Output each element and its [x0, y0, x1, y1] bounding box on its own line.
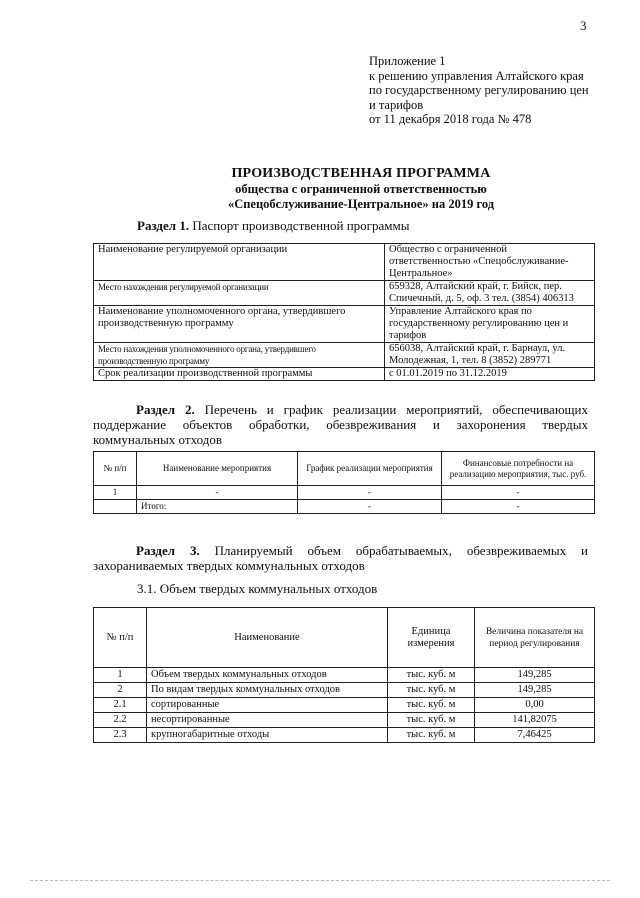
table-cell: тыс. куб. м — [388, 728, 475, 743]
column-header: Величина показателя на период регулирования — [475, 608, 595, 668]
appendix-line: по государственному регулированию цен — [369, 83, 589, 97]
table-cell: - — [298, 486, 442, 500]
table-cell: 7,46425 — [475, 728, 595, 743]
appendix-line: от 11 декабря 2018 года № 478 — [369, 112, 532, 126]
table-header-row — [94, 452, 595, 486]
passport-name-cell: Место нахождения регулируемой организации — [94, 281, 385, 306]
appendix-line: к решению управления Алтайского края — [369, 68, 584, 83]
section-2-label: Раздел 2. — [136, 402, 195, 417]
passport-value-cell: с 01.01.2019 по 31.12.2019 — [385, 368, 595, 381]
passport-name-cell: Место нахождения уполномоченного органа, утвердившего производственную программу — [94, 343, 385, 368]
section-3-label: Раздел 3. — [136, 543, 200, 558]
column-header: Финансовые потребности на реализацию мероприятия, тыс. руб. — [442, 452, 595, 486]
section-2-heading — [93, 402, 588, 447]
table-row — [94, 668, 595, 683]
document-title — [0, 166, 640, 212]
column-header: Наименование мероприятия — [137, 452, 298, 486]
waste-volume-table — [93, 607, 595, 743]
table-cell: - — [442, 486, 595, 500]
table-cell: 149,285 — [475, 683, 595, 698]
passport-table — [93, 243, 595, 381]
table-row — [94, 368, 595, 381]
table-row — [94, 500, 595, 514]
table-cell: тыс. куб. м — [388, 713, 475, 728]
passport-value-cell: Общество с ограниченной ответственностью «Спецобслуживание-Центральное» — [385, 244, 595, 281]
table-row — [94, 698, 595, 713]
appendix-note — [369, 54, 609, 127]
subsection-3-1-heading: 3.1. Объем твердых коммунальных отходов — [137, 581, 378, 596]
table-row — [94, 683, 595, 698]
table-row — [94, 306, 595, 343]
passport-name-cell: Срок реализации производственной программы — [94, 368, 385, 381]
section-1-label: Раздел 1. — [137, 218, 190, 233]
events-table — [93, 451, 595, 514]
table-cell: 2 — [94, 683, 147, 698]
table-cell: несортированные — [147, 713, 388, 728]
table-cell: тыс. куб. м — [388, 683, 475, 698]
table-cell: 149,285 — [475, 668, 595, 683]
table-cell: сортированные — [147, 698, 388, 713]
table-row — [94, 343, 595, 368]
column-header: График реализации мероприятия — [298, 452, 442, 486]
table-cell: По видам твердых коммунальных отходов — [147, 683, 388, 698]
section-1-text: Паспорт производственной программы — [189, 218, 410, 233]
table-row — [94, 281, 595, 306]
table-cell: тыс. куб. м — [388, 668, 475, 683]
table-cell: Итого: — [137, 500, 298, 514]
table-cell: 0,00 — [475, 698, 595, 713]
passport-value-cell: Управление Алтайского края по государственному регулированию цен и тарифов — [385, 306, 595, 343]
section-3-text: Планируемый объем обрабатываемых, обезвреживаемых и захораниваемых твердых коммунальных отходов — [93, 543, 588, 573]
appendix-line: Приложение 1 — [369, 54, 446, 68]
column-header: № п/п — [94, 608, 147, 668]
title-line-3: «Спецобслуживание-Центральное» на 2019 год — [227, 197, 495, 211]
passport-name-cell: Наименование регулируемой организации — [94, 244, 385, 281]
table-header-row — [94, 608, 595, 668]
table-cell: тыс. куб. м — [388, 698, 475, 713]
table-row — [94, 244, 595, 281]
table-cell: - — [442, 500, 595, 514]
scan-edge-divider — [30, 880, 610, 881]
table-cell: Объем твердых коммунальных отходов — [147, 668, 388, 683]
title-line-1: ПРОИЗВОДСТВЕННАЯ ПРОГРАММА — [231, 166, 491, 181]
table-cell: 2.3 — [94, 728, 147, 743]
table-cell: - — [137, 486, 298, 500]
column-header: № п/п — [94, 452, 137, 486]
table-cell: 141,82075 — [475, 713, 595, 728]
column-header: Наименование — [147, 608, 388, 668]
table-cell: 2.1 — [94, 698, 147, 713]
passport-name-cell: Наименование уполномоченного органа, утвердившего производственную программу — [94, 306, 385, 343]
passport-value-cell: 656038, Алтайский край, г. Барнаул, ул. Молодежная, 1, тел. 8 (3852) 289771 — [385, 343, 595, 368]
section-2-text: Перечень и график реализации мероприятий, обеспечивающих поддержание объектов обработки, обезвреживания и захоронения твердых коммунальных отходов — [93, 402, 588, 447]
appendix-line: и тарифов — [369, 97, 424, 112]
passport-value-cell: 659328, Алтайский край, г. Бийск, пер. Спичечный, д. 5, оф. 3 тел. (3854) 406313 — [385, 281, 595, 306]
column-header: Единица измерения — [388, 608, 475, 668]
section-1-heading — [137, 218, 409, 233]
page-number: 3 — [580, 18, 587, 33]
section-3-heading — [93, 543, 588, 573]
table-cell: крупногабаритные отходы — [147, 728, 388, 743]
table-cell: 1 — [94, 486, 137, 500]
table-cell — [94, 500, 137, 514]
title-line-2: общества с ограниченной ответственностью — [235, 182, 487, 196]
table-cell: 2.2 — [94, 713, 147, 728]
table-row — [94, 728, 595, 743]
table-cell: - — [298, 500, 442, 514]
table-row — [94, 486, 595, 500]
table-cell: 1 — [94, 668, 147, 683]
table-row — [94, 713, 595, 728]
